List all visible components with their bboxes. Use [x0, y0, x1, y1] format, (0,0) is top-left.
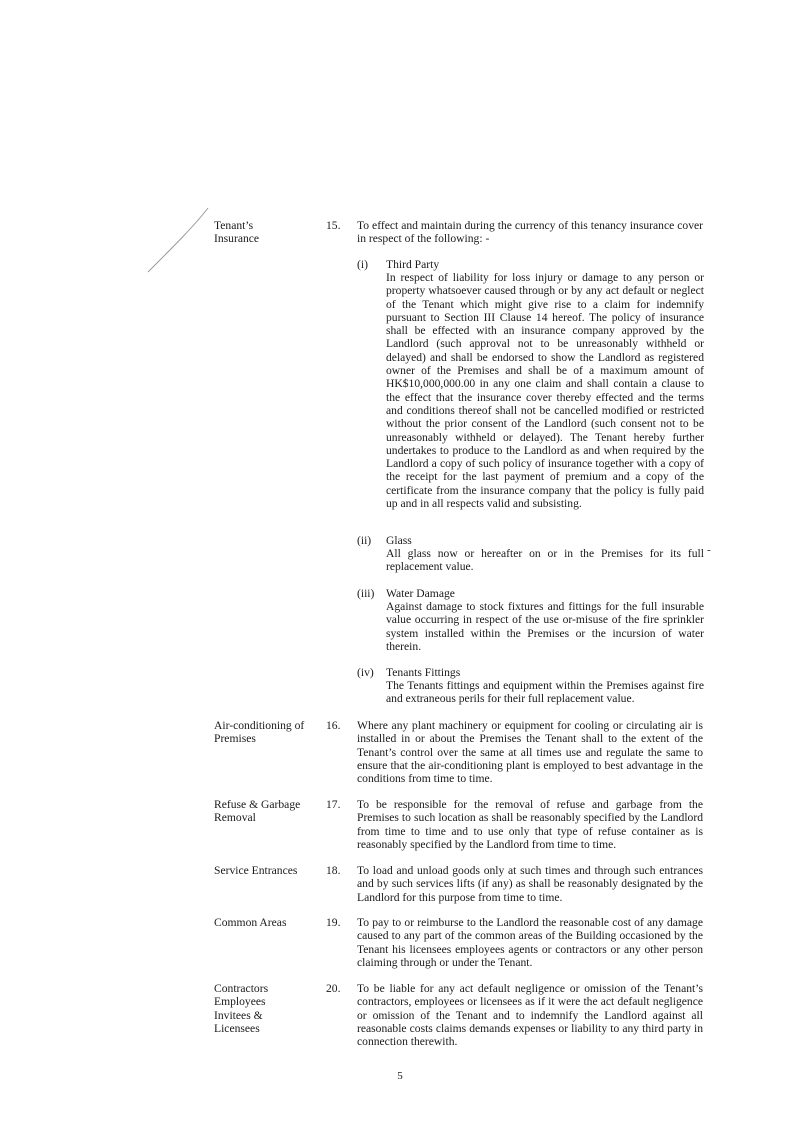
subitem-text: In respect of liability for loss injury or damage to any person or property whatsoever caused through or by any act default or neglect of the Tenant which might give rise to a claim for indemnify pursuant to Section III Clause 14 hereof. The policy of insurance shall be effected with an insurance company approved by the Landlord (such approval not to be unreasonably withheld or delayed) and shall be endorsed to show the Landlord as registered owner of the Premises and shall be of a maximum amount of HK$10,000,000.00 in any one claim and shall contain a clause to the effect that the insurance cover thereby effected and the terms and conditions thereof shall not be cancelled modified or restricted without the prior consent of the Landlord (such consent not to be unreasonably withheld or delayed). The Tenant hereby further undertakes to produce to the Landlord as and when required by the Landlord a copy of such policy of insurance together with a copy of the receipt for the last payment of premium and a copy of the certificate from the insurance company that the policy is fully paid up and in all respects valid and subsisting. — [386, 271, 704, 511]
clause-label: Common Areas — [214, 916, 287, 929]
clause-label: Tenant’s Insurance — [214, 219, 260, 246]
clause-number: 18. — [326, 864, 341, 877]
subitem-text: The Tenants fittings and equipment within the Premises against fire and extraneous perils for their full replacement value. — [386, 679, 704, 706]
subitem-text: Against damage to stock fixtures and fittings for the full insurable value occurring in respect of the use or-misuse of the fire sprinkler system installed within the Premises or the incursion of water therein. — [386, 600, 704, 653]
subitem-title: Third Party — [386, 258, 440, 271]
clause-text: Where any plant machinery or equipment for cooling or circulating air is installed in or about the Premises the Tenant shall to the extent of the Tenant’s control over the same at all times use and regulate the same to ensure that the air-conditioning plant is employed to best advantage in the conditions from time to time. — [357, 719, 703, 786]
clause-text: To pay to or reimburse to the Landlord the reasonable cost of any damage caused to any part of the common areas of the Building occasioned by the Tenant his licensees employees agents or contractors or any other person claiming through or under the Tenant. — [357, 916, 703, 969]
clause-text: To effect and maintain during the currency of this tenancy insurance cover in respect of the following: - — [357, 219, 703, 246]
subitem-text: All glass now or hereafter on or in the Premises for its full replacement value. — [386, 547, 704, 574]
clause-label: Contractors Employees Invitees & Licensees — [214, 982, 269, 1035]
page-number: 5 — [397, 1070, 403, 1082]
margin-dash-mark: - — [707, 544, 711, 556]
clause-text: To load and unload goods only at such times and through such entrances and by such services lifts (if any) as shall be reasonably designated by the Landlord for this purpose from time to time. — [357, 864, 703, 904]
clause-text: To be liable for any act default negligence or omission of the Tenant’s contractors, employees or licensees as if it were the act default negligence or omission of the Tenant and to indemnify the Landlord against all reasonable costs claims demands expenses or liability to any third party in connection therewith. — [357, 982, 703, 1049]
clause-number: 15. — [326, 219, 341, 232]
subitem-number: (i) — [357, 258, 368, 271]
clause-number: 17. — [326, 798, 341, 811]
clause-number: 19. — [326, 916, 341, 929]
subitem-number: (ii) — [357, 534, 372, 547]
clause-number: 20. — [326, 982, 341, 995]
clause-text: To be responsible for the removal of refuse and garbage from the Premises to such location as shall be reasonably specified by the Landlord from time to time and to use only that type of refuse container as is reasonably specified by the Landlord from time to time. — [357, 798, 703, 851]
clause-label: Service Entrances — [214, 864, 298, 877]
subitem-title: Glass — [386, 534, 412, 547]
clause-label: Air-conditioning of Premises — [214, 719, 305, 746]
clause-label: Refuse & Garbage Removal — [214, 798, 301, 825]
subitem-title: Water Damage — [386, 587, 455, 600]
subitem-title: Tenants Fittings — [386, 666, 461, 679]
clause-number: 16. — [326, 719, 341, 732]
subitem-number: (iv) — [357, 666, 374, 679]
subitem-number: (iii) — [357, 587, 375, 600]
